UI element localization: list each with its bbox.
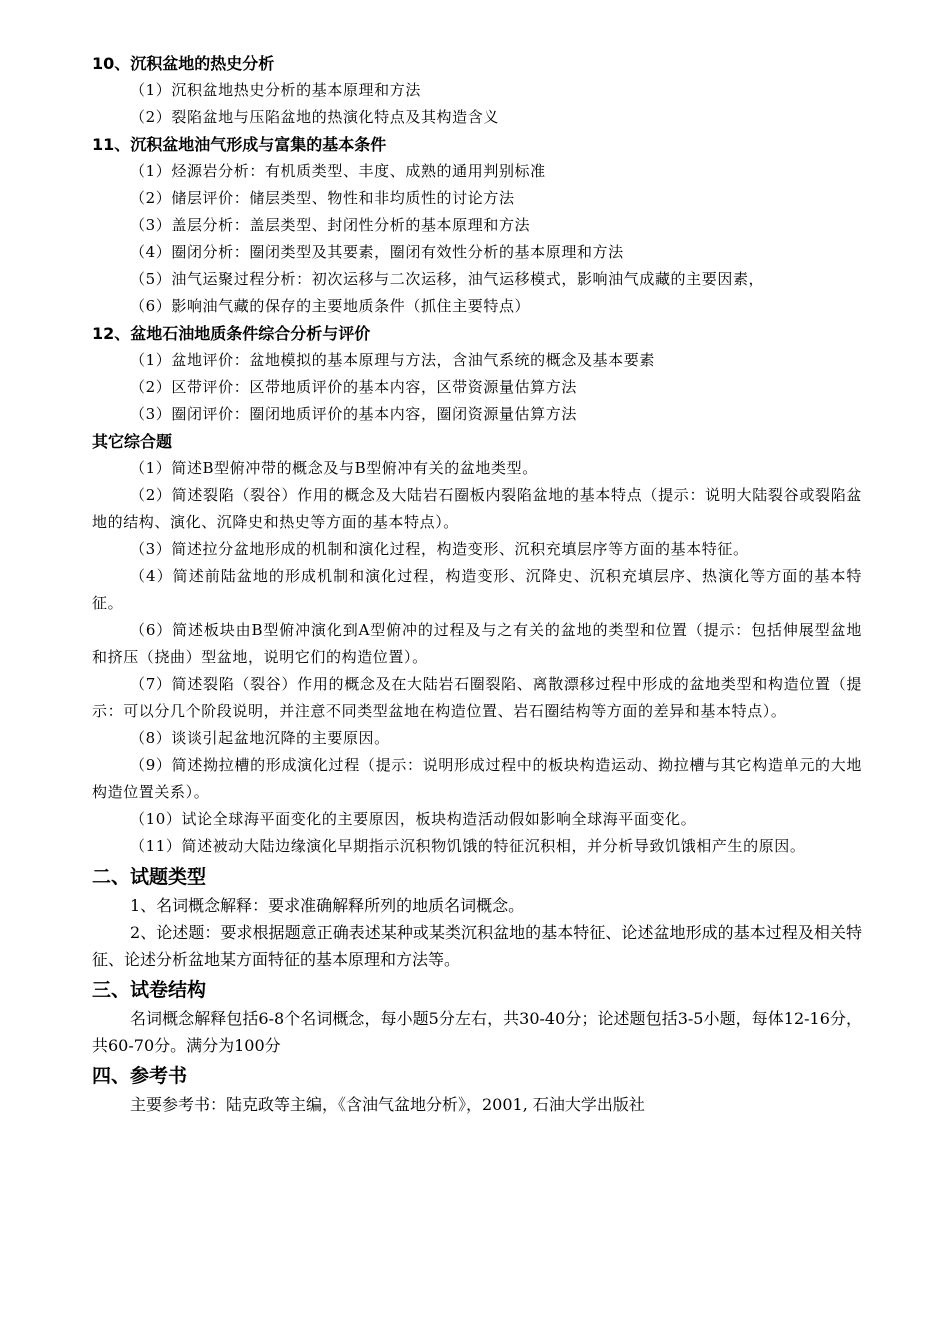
section-paper-structure-title: 三、试卷结构	[92, 979, 207, 1001]
other-question-9: （9）简述拗拉槽的形成演化过程（提示：说明形成过程中的板块构造运动、拗拉槽与其它构造单元的大地构造位置关系）。	[92, 756, 862, 801]
section-11-item-1: （1）烃源岩分析：有机质类型、丰度、成熟的通用判别标准	[130, 162, 546, 180]
section-10-item-2: （2）裂陷盆地与压陷盆地的热演化特点及其构造含义	[130, 108, 499, 126]
other-question-10: （10）试论全球海平面变化的主要原因，板块构造活动假如影响全球海平面变化。	[130, 810, 697, 828]
other-question-6: （6）简述板块由B型俯冲演化到A型俯冲的过程及与之有关的盆地的类型和位置（提示：包括伸展型盆地和挤压（挠曲）型盆地，说明它们的构造位置）。	[92, 621, 862, 666]
section-12-item-1: （1）盆地评价：盆地模拟的基本原理与方法，含油气系统的概念及基本要素	[130, 351, 655, 369]
section-10-item-1: （1）沉积盆地热史分析的基本原理和方法	[130, 81, 421, 99]
section-12-item-3: （3）圈闭评价：圈闭地质评价的基本内容，圈闭资源量估算方法	[130, 405, 577, 423]
section-11-title: 11、沉积盆地油气形成与富集的基本条件	[92, 135, 387, 154]
section-10-title: 10、沉积盆地的热史分析	[92, 54, 275, 73]
other-question-2: （2）简述裂陷（裂谷）作用的概念及大陆岩石圈板内裂陷盆地的基本特点（提示：说明大陆裂谷或裂陷盆地的结构、演化、沉降史和热史等方面的基本特点）。	[92, 486, 862, 531]
question-type-1: 1、名词概念解释：要求准确解释所列的地质名词概念。	[130, 896, 525, 915]
other-question-4: （4）简述前陆盆地的形成机制和演化过程，构造变形、沉降史、沉积充填层序、热演化等方面的基本特征。	[92, 567, 862, 612]
section-11-item-4: （4）圈闭分析：圈闭类型及其要素，圈闭有效性分析的基本原理和方法	[130, 243, 624, 261]
section-11-item-2: （2）储层评价：储层类型、物性和非均质性的讨论方法	[130, 189, 515, 207]
other-questions-title: 其它综合题	[92, 432, 173, 451]
other-question-11: （11）简述被动大陆边缘演化早期指示沉积物饥饿的特征沉积相，并分析导致饥饿相产生的原因。	[130, 837, 806, 855]
other-question-1: （1）简述B型俯冲带的概念及与B型俯冲有关的盆地类型。	[130, 459, 538, 477]
question-type-2: 2、论述题：要求根据题意正确表述某种或某类沉积盆地的基本特征、论述盆地形成的基本过程及相关特征、论述分析盆地某方面特征的基本原理和方法等。	[92, 923, 862, 969]
other-question-3: （3）简述拉分盆地形成的机制和演化过程，构造变形、沉积充填层序等方面的基本特征。	[130, 540, 749, 558]
section-reference-title: 四、参考书	[92, 1065, 188, 1087]
other-question-7: （7）简述裂陷（裂谷）作用的概念及在大陆岩石圈裂陷、离散漂移过程中形成的盆地类型和构造位置（提示：可以分几个阶段说明，并注意不同类型盆地在构造位置、岩石圈结构等方面的差异和基本特点）。	[92, 675, 862, 720]
section-11-item-5: （5）油气运聚过程分析：初次运移与二次运移，油气运移模式，影响油气成藏的主要因素，	[130, 270, 765, 288]
section-11-item-3: （3）盖层分析：盖层类型、封闭性分析的基本原理和方法	[130, 216, 531, 234]
other-question-8: （8）谈谈引起盆地沉降的主要原因。	[130, 729, 390, 747]
section-12-item-2: （2）区带评价：区带地质评价的基本内容，区带资源量估算方法	[130, 378, 577, 396]
document-page	[92, 50, 862, 1118]
reference-text: 主要参考书：陆克政等主编，《含油气盆地分析》，2001, 石油大学出版社	[130, 1095, 645, 1114]
section-12-title: 12、盆地石油地质条件综合分析与评价	[92, 324, 371, 343]
section-question-types-title: 二、试题类型	[92, 866, 207, 888]
paper-structure-text: 名词概念解释包括6-8个名词概念，每小题5分左右，共30-40分；论述题包括3-5小题，每体12-16分，共60-70分。满分为100分	[92, 1009, 862, 1055]
section-11-item-6: （6）影响油气藏的保存的主要地质条件（抓住主要特点）	[130, 297, 531, 315]
